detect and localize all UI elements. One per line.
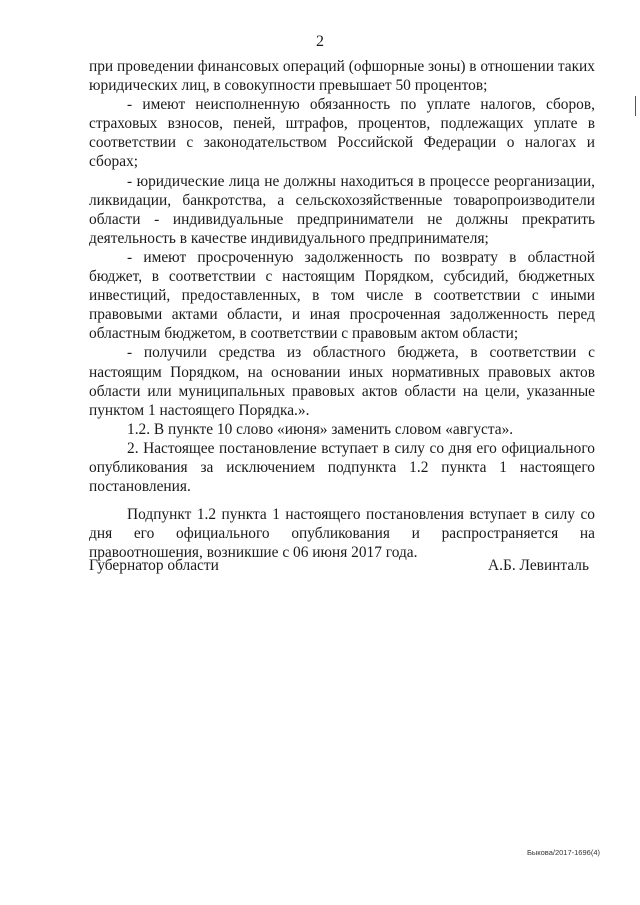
document-footer-code: Быкова/2017-1696(4)	[526, 848, 600, 857]
signatory-name: А.Б. Левинталь	[488, 557, 589, 574]
paragraph-spacer	[89, 496, 595, 505]
document-body	[89, 57, 595, 562]
paragraph-item-2: 2. Настоящее постановление вступает в силу со дня его официального опубликования за исключением подпункта 1.2 пункта 1 настоящего постановления.	[89, 439, 595, 496]
paragraph-tax-obligations: - имеют неисполненную обязанность по уплате налогов, сборов, страховых взносов, пеней, штрафов, процентов, подлежащих уплате в соответствии с законодательством Российской Федерации о налогах и сборах;	[89, 96, 595, 171]
paragraph-effective-date: Подпункт 1.2 пункта 1 настоящего постановления вступает в силу со дня его официального опубликования и распространяется на правоотношения, возникшие с 06 июня 2017 года.	[89, 506, 595, 562]
paragraph-received-funds: - получили средства из областного бюджета, в соответствии с настоящим Порядком, на основании иных нормативных правовых актов области или муниципальных правовых актов области на цели, указанные пунктом 1 настоящего Порядка.».	[89, 344, 595, 419]
paragraph-continuation: при проведении финансовых операций (офшорные зоны) в отношении таких юридических лиц, в совокупности превышает 50 процентов;	[89, 58, 595, 95]
paragraph-item-1-2: 1.2. В пункте 10 слово «июня» заменить словом «августа».	[127, 420, 514, 438]
paragraph-reorganization: - юридические лица не должны находиться в процессе реорганизации, ликвидации, банкротства, а сельскохозяйственные товаропроизводители области - индивидуальные предприниматели не должны прекратить деятельность в качестве индивидуального предпринимателя;	[89, 172, 595, 247]
page-number: 2	[316, 33, 324, 50]
signatory-role: Губернатор области	[89, 557, 219, 574]
scan-edge-mark	[635, 96, 636, 116]
paragraph-overdue-debt: - имеют просроченную задолженность по возврату в областной бюджет, в соответствии с настоящим Порядком, субсидий, бюджетных инвестиций, предоставленных, в том числе в соответствии с иными правовыми актами области, и иная просроченная задолженность перед областным бюджетом, в соответствии с правовым актом области;	[89, 248, 595, 343]
